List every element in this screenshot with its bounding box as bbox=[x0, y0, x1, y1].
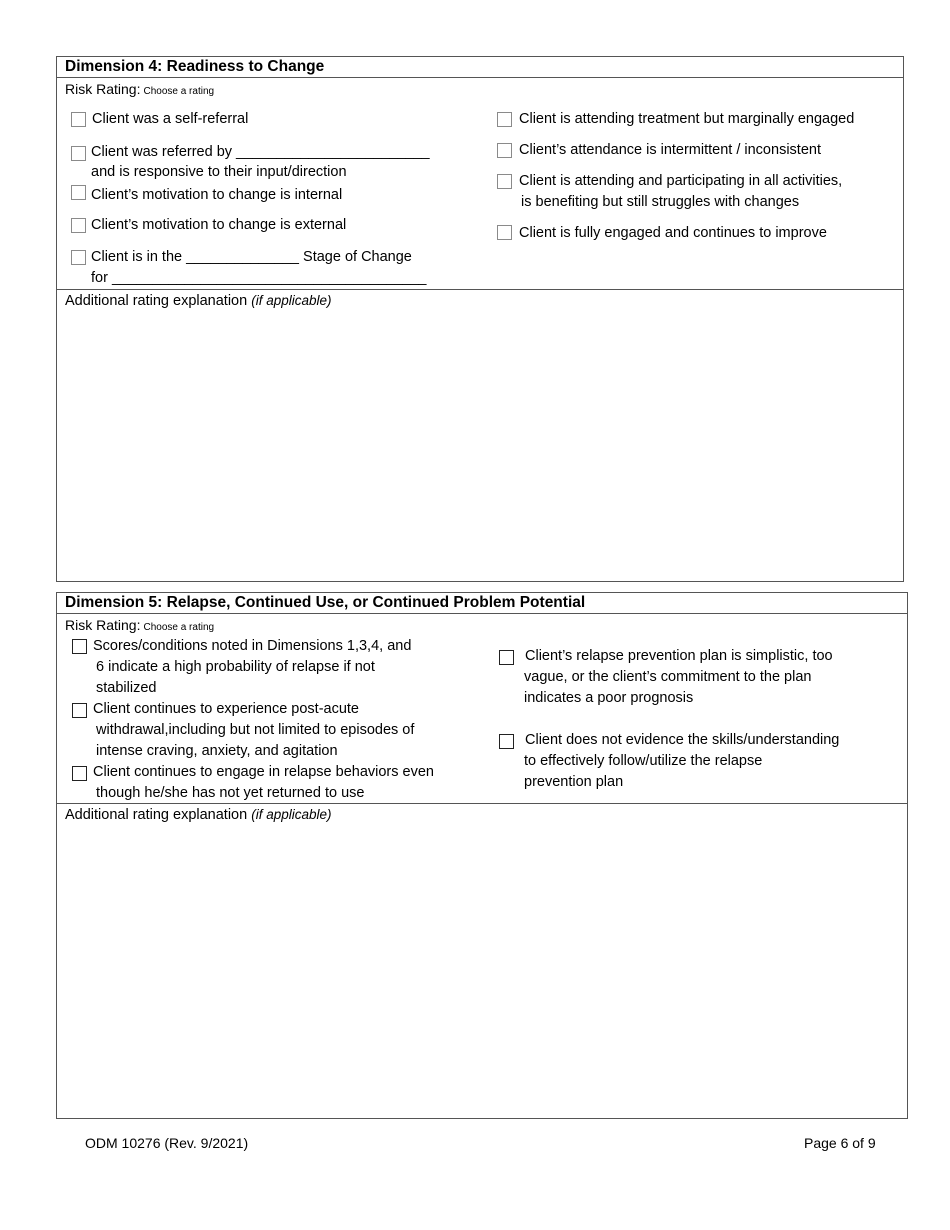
option-label: Client continues to engage in relapse behaviors even bbox=[93, 764, 434, 780]
option-label-continued: and is responsive to their input/direction bbox=[91, 164, 347, 180]
option-label-continued: to effectively follow/utilize the relapse bbox=[524, 753, 763, 769]
option-label: Client is fully engaged and continues to improve bbox=[519, 225, 827, 241]
option-label-continued: vague, or the client’s commitment to the plan bbox=[524, 669, 812, 685]
option-label: Client was referred by ________________________ bbox=[91, 144, 430, 160]
option-label-continued: withdrawal,including but not limited to episodes of bbox=[96, 722, 415, 738]
checkbox-motivation-external[interactable] bbox=[71, 218, 86, 233]
checkbox-prevention-plan-simplistic[interactable] bbox=[499, 650, 514, 665]
checkbox-high-probability-relapse[interactable] bbox=[72, 639, 87, 654]
dimension-5-risk-rating[interactable] bbox=[65, 616, 214, 637]
checkbox-referred-by[interactable] bbox=[71, 146, 86, 161]
page-number: Page 6 of 9 bbox=[804, 1135, 876, 1151]
option-label: Client is attending and participating in all activities, bbox=[519, 173, 843, 189]
section-divider bbox=[57, 289, 903, 290]
option-label: Client’s attendance is intermittent / inconsistent bbox=[519, 142, 821, 158]
dimension-4-explanation-label bbox=[65, 292, 332, 310]
dimension-4-risk-rating[interactable] bbox=[65, 80, 214, 101]
dimension-5-explanation-label bbox=[65, 806, 332, 824]
risk-rating-label: Risk Rating: bbox=[65, 81, 141, 97]
checkbox-post-acute-withdrawal[interactable] bbox=[72, 703, 87, 718]
option-label: Client continues to experience post-acute bbox=[93, 701, 359, 717]
dimension-5-explanation-field[interactable] bbox=[58, 827, 906, 1117]
option-label-continued: for _______________________________________ bbox=[91, 270, 427, 286]
option-label: Client does not evidence the skills/understanding bbox=[525, 732, 840, 748]
risk-rating-label: Risk Rating: bbox=[65, 617, 141, 633]
option-label: Client’s motivation to change is external bbox=[91, 217, 347, 233]
dimension-5-title: Dimension 5: Relapse, Continued Use, or Continued Problem Potential bbox=[57, 593, 907, 614]
option-label-continued: though he/she has not yet returned to use bbox=[96, 785, 365, 801]
explanation-note: (if applicable) bbox=[251, 293, 332, 308]
option-label: Client is in the ______________ Stage of Change bbox=[91, 249, 412, 265]
option-label: Client’s relapse prevention plan is simplistic, too bbox=[525, 648, 833, 664]
dimension-4-explanation-field[interactable] bbox=[58, 313, 902, 580]
option-label-continued: prevention plan bbox=[524, 774, 624, 790]
checkbox-fully-engaged[interactable] bbox=[497, 225, 512, 240]
risk-rating-dropdown[interactable]: Choose a rating bbox=[143, 86, 215, 97]
dimension-5-section bbox=[56, 592, 908, 1119]
option-label-continued: stabilized bbox=[96, 680, 157, 696]
checkbox-marginally-engaged[interactable] bbox=[497, 112, 512, 127]
option-label-continued: indicates a poor prognosis bbox=[524, 690, 694, 706]
dimension-4-section bbox=[56, 56, 904, 582]
option-label-continued: 6 indicate a high probability of relapse if not bbox=[96, 659, 375, 675]
dimension-4-title: Dimension 4: Readiness to Change bbox=[57, 57, 903, 78]
risk-rating-dropdown[interactable]: Choose a rating bbox=[143, 622, 215, 633]
option-label: Scores/conditions noted in Dimensions 1,3,4, and bbox=[93, 638, 412, 654]
checkbox-self-referral[interactable] bbox=[71, 112, 86, 127]
explanation-note: (if applicable) bbox=[251, 807, 332, 822]
checkbox-stage-of-change[interactable] bbox=[71, 250, 86, 265]
option-label: Client is attending treatment but marginally engaged bbox=[519, 111, 855, 127]
option-label-continued: is benefiting but still struggles with changes bbox=[521, 194, 800, 210]
section-divider bbox=[57, 803, 907, 804]
checkbox-relapse-behaviors[interactable] bbox=[72, 766, 87, 781]
checkbox-motivation-internal[interactable] bbox=[71, 185, 86, 200]
checkbox-attendance-intermittent[interactable] bbox=[497, 143, 512, 158]
explanation-label: Additional rating explanation bbox=[65, 807, 248, 823]
checkbox-attending-participating[interactable] bbox=[497, 174, 512, 189]
checkbox-lacks-skills[interactable] bbox=[499, 734, 514, 749]
option-label: Client’s motivation to change is internal bbox=[91, 187, 343, 203]
option-label: Client was a self-referral bbox=[92, 111, 249, 127]
option-label-continued: intense craving, anxiety, and agitation bbox=[96, 743, 338, 759]
form-id: ODM 10276 (Rev. 9/2021) bbox=[85, 1135, 249, 1151]
explanation-label: Additional rating explanation bbox=[65, 293, 248, 309]
